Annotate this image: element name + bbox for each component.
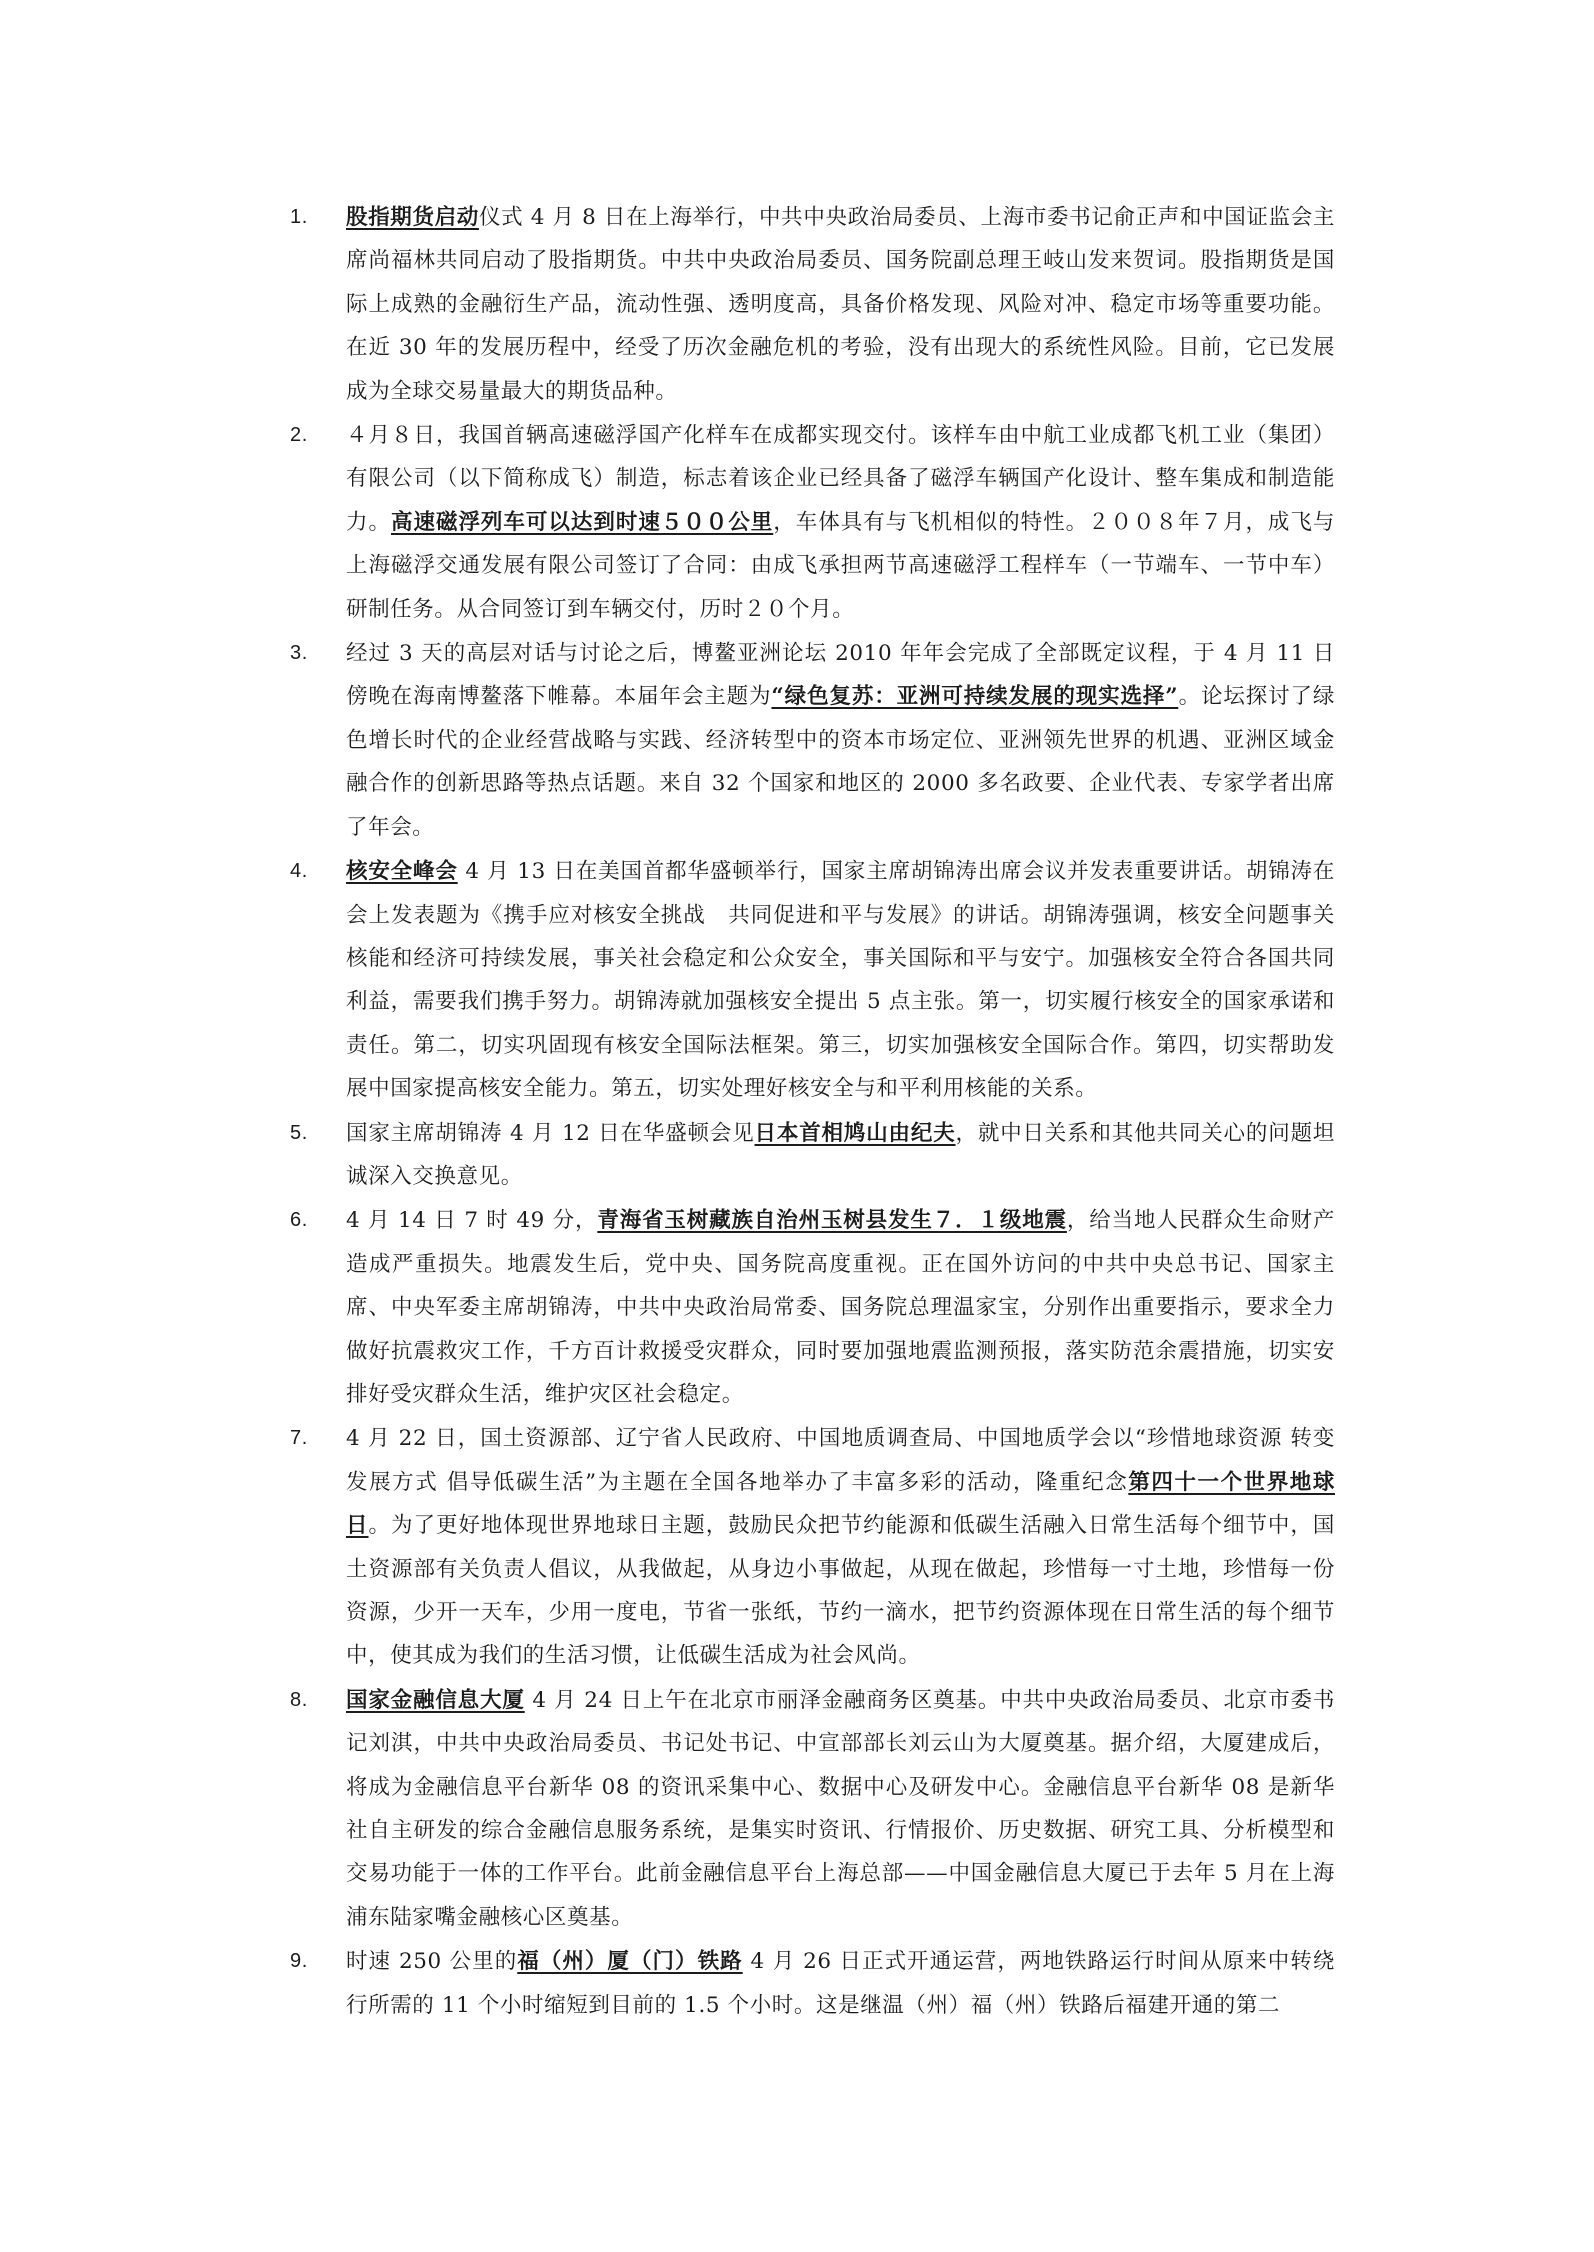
item-text: 。为了更好地体现世界地球日主题，鼓励民众把节约能源和低碳生活融入日常生活每个细节中，国土资源部有关负责人倡议，从我做起，从身边小事做起，从现在做起，珍惜每一寸土地，珍惜每一份资源，少开一天车，少用一度电，节省一张纸，节约一滴水，把节约资源体现在日常生活的每个细节中，使其成为我们的生活习惯，让低碳生活成为社会风尚。 bbox=[346, 1513, 1335, 1669]
item-text: 4 月 26 日正式开通运营，两地铁路运行时间从原来中转绕行所需的 11 个小时缩短到目前的 1.5 个小时。这是继温（州）福（州）铁路后福建开通的第二 bbox=[346, 1949, 1335, 2018]
item-number: 9. bbox=[290, 1950, 308, 1973]
item-number: 3. bbox=[290, 642, 308, 665]
item-number: 5. bbox=[290, 1121, 308, 1144]
document-body bbox=[290, 196, 1335, 2028]
highlighted-topic: 福（州）厦（门）铁路 bbox=[517, 1949, 743, 1975]
item-text: ，车体具有与飞机相似的特性。２００８年７月，成飞与上海磁浮交通发展有限公司签订了合同：由成飞承担两节高速磁浮工程样车（一节端车、一节中车）研制任务。从合同签订到车辆交付，历时２０个月。 bbox=[346, 509, 1336, 622]
list-item-2 bbox=[290, 414, 1335, 631]
list-item-1 bbox=[290, 196, 1335, 413]
list-item-6 bbox=[290, 1199, 1335, 1416]
highlighted-topic: 青海省玉树藏族自治州玉树县发生７．１级地震 bbox=[597, 1208, 1067, 1234]
item-text: 4 月 13 日在美国首都华盛顿举行，国家主席胡锦涛出席会议并发表重要讲话。胡锦涛在会上发表题为《携手应对核安全挑战 共同促进和平与发展》的讲话。胡锦涛强调，核安全问题事关核能和经济可持续发展，事关社会稳定和公众安全，事关国际和平与安宁。加强核安全符合各国共同利益，需要我们携手努力。胡锦涛就加强核安全提出 5 点主张。第一，切实履行核安全的国家承诺和责任。第二，切实巩固现有核安全国际法框架。第三，切实加强核安全国际合作。第四，切实帮助发展中国家提高核安全能力。第五，切实处理好核安全与和平利用核能的关系。 bbox=[346, 859, 1335, 1102]
item-text: 4 月 14 日 7 时 49 分， bbox=[346, 1208, 598, 1234]
item-number: 1. bbox=[290, 206, 308, 228]
highlighted-topic: 股指期货启动 bbox=[346, 205, 479, 230]
list-item-7 bbox=[290, 1417, 1335, 1677]
item-number: 7. bbox=[290, 1427, 308, 1450]
item-text: 经过 3 天的高层对话与讨论之后，博鳌亚洲论坛 2010 年年会完成了全部既定议程，于 4 月 11 日傍晚在海南博鳌落下帷幕。本届年会主题为 bbox=[346, 641, 1335, 710]
list-item-8 bbox=[290, 1679, 1335, 1939]
highlighted-topic: 国家金融信息大厦 bbox=[346, 1687, 525, 1713]
item-number: 2. bbox=[290, 424, 308, 447]
highlighted-topic: 核安全峰会 bbox=[346, 859, 458, 885]
item-text: 4 月 22 日，国土资源部、辽宁省人民政府、中国地质调查局、中国地质学会以“珍惜地球资源 转变发展方式 倡导低碳生活”为主题在全国各地举办了丰富多彩的活动，隆重纪念 bbox=[346, 1426, 1335, 1495]
item-number: 4. bbox=[290, 860, 308, 883]
item-text: ，就中日关系和其他共同关心的问题坦诚深入交换意见。 bbox=[346, 1120, 1335, 1189]
item-text: ４月８日，我国首辆高速磁浮国产化样车在成都实现交付。该样车由中航工业成都飞机工业（集团）有限公司（以下简称成飞）制造，标志着该企业已经具备了磁浮车辆国产化设计、整车集成和制造能力。 bbox=[346, 423, 1335, 535]
item-text: 4 月 24 日上午在北京市丽泽金融商务区奠基。中共中央政治局委员、北京市委书记刘淇，中共中央政治局委员、书记处书记、中宣部部长刘云山为大厦奠基。据介绍，大厦建成后，将成为金融信息平台新华 08 的资讯采集中心、数据中心及研发中心。金融信息平台新华 08 是新华社自主研发的综合金融信息服务系统，是集实时资讯、行情报价、历史数据、研究工具、分析模型和交易功能于一体的工作平台。此前金融信息平台上海总部——中国金融信息大厦已于去年 5 月在上海浦东陆家嘴金融核心区奠基。 bbox=[346, 1687, 1335, 1930]
list-item-3 bbox=[290, 632, 1335, 849]
item-text: 时速 250 公里的 bbox=[346, 1949, 518, 1975]
highlighted-topic: 高速磁浮列车可以达到时速５００公里 bbox=[390, 509, 774, 535]
highlighted-topic: “绿色复苏：亚洲可持续发展的现实选择” bbox=[771, 684, 1179, 710]
highlighted-topic: 日本首相鸠山由纪夫 bbox=[754, 1120, 956, 1146]
list-item-5 bbox=[290, 1112, 1335, 1199]
item-text: 国家主席胡锦涛 4 月 12 日在华盛顿会见 bbox=[346, 1120, 755, 1146]
item-text: 。论坛探讨了绿色增长时代的企业经营战略与实践、经济转型中的资本市场定位、亚洲领先世界的机遇、亚洲区域金融合作的创新思路等热点话题。来自 32 个国家和地区的 2000 多名政要、企业代表、专家学者出席了年会。 bbox=[346, 684, 1336, 840]
item-text: ，给当地人民群众生命财产造成严重损失。地震发生后，党中央、国务院高度重视。正在国外访问的中共中央总书记、国家主席、中央军委主席胡锦涛，中共中央政治局常委、国务院总理温家宝，分别作出重要指示，要求全力做好抗震救灾工作，千方百计救援受灾群众，同时要加强地震监测预报，落实防范余震措施，切实安排好受灾群众生活，维护灾区社会稳定。 bbox=[346, 1208, 1335, 1407]
item-number: 6. bbox=[290, 1209, 308, 1232]
item-text: 仪式 4 月 8 日在上海举行，中共中央政治局委员、上海市委书记俞正声和中国证监会主席尚福林共同启动了股指期货。中共中央政治局委员、国务院副总理王岐山发来贺词。股指期货是国际上成熟的金融衍生产品，流动性强、透明度高，具备价格发现、风险对冲、稳定市场等重要功能。在近 30 年的发展历程中，经受了历次金融危机的考验，没有出现大的系统性风险。目前，它已发展成为全球交易量最大的期货品种。 bbox=[346, 205, 1335, 404]
highlighted-topic: 第四十一个世界地球日 bbox=[346, 1469, 1335, 1539]
list-item-4 bbox=[290, 850, 1335, 1110]
list-item-9 bbox=[290, 1940, 1335, 2027]
item-number: 8. bbox=[290, 1688, 308, 1711]
